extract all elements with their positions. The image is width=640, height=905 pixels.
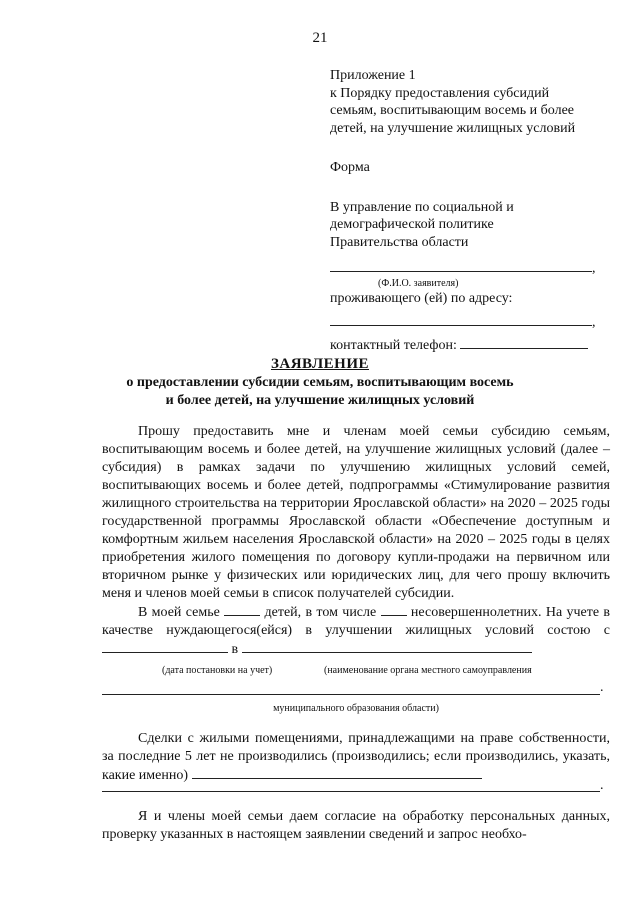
form-header: Приложение 1 к Порядку предоставления субсидий семьям, воспитывающим восемь и более детей, на улучшение жилищных условий Форма В управление по социальной и демографической политике Правительства области , (Ф.И.О. заявителя) проживающего (ей) по адресу: , контактный телефон:	[330, 67, 620, 354]
document-title: ЗАЯВЛЕНИЕ	[270, 356, 370, 372]
transactions-continuation-field[interactable]	[102, 775, 600, 792]
with-text: с	[603, 623, 610, 638]
registration-date-field[interactable]	[102, 640, 228, 653]
children-count-field[interactable]	[224, 603, 260, 616]
transactions-text: Сделки с жилыми помещениями, принадлежащими на праве собственности, за последние 5 лет не производились (производились; если производились, указать, какие именно)	[102, 731, 610, 783]
appendix-title: Приложение 1	[330, 68, 416, 83]
address-field[interactable]	[330, 311, 592, 326]
page-number: 21	[312, 30, 328, 46]
document-subtitle-line: о предоставлении субсидии семьям, воспитывающим восемь	[126, 375, 514, 390]
appendix-line: детей, на улучшение жилищных условий	[330, 120, 576, 136]
municipal-caption: муниципального образования области)	[273, 703, 439, 714]
phone-field[interactable]	[460, 336, 588, 349]
phone-label: контактный телефон:	[330, 337, 457, 353]
appendix-line: к Порядку предоставления субсидий	[330, 85, 550, 101]
family-text: несовершеннолетних. На учете в качестве нуждающегося(ейся) в улучшении жилищных условий состою	[102, 605, 611, 638]
authority-caption: (наименование органа местного самоуправления	[324, 665, 532, 676]
authority-name-field[interactable]	[242, 640, 532, 653]
request-text: Прошу предоставить мне и членам моей семьи субсидию семьям, воспитывающим восемь и более детей, на улучшение жилищных условий (далее – субсидия) в рамках задачи по улучшению жилищных условий семей, воспитывающих восемь и более детей, подпрограммы «Стимулирование развития жилищного строительства на территории Ярославской области» на 2020 – 2025 годы государственной программы Ярославской области «Обеспечение доступным и комфортным жильем населения Ярославской области» на 2020 – 2025 годы в целях приобретения жилого помещения по договору купли-продажи на первичном или вторичном рынке у физических или юридических лиц, для чего прошу включить меня и членов моей семьи в список получателей субсидии.	[102, 424, 610, 601]
family-text: В моей семье	[138, 605, 220, 620]
registration-captions	[102, 665, 610, 679]
in-text: в	[231, 642, 239, 657]
request-paragraph	[102, 423, 610, 659]
family-text: детей, в том числе	[264, 605, 377, 620]
authority-continuation-field[interactable]	[102, 678, 600, 695]
addressee-line: Правительства области	[330, 234, 469, 250]
appendix-line: семьям, воспитывающим восемь и более	[330, 103, 575, 118]
applicant-name-caption: (Ф.И.О. заявителя)	[378, 277, 459, 289]
consent-paragraph	[102, 808, 610, 844]
form-label: Форма	[330, 160, 370, 175]
date-caption: (дата постановки на учет)	[162, 665, 273, 676]
addressee-line: В управление по социальной и	[330, 199, 514, 215]
document-subtitle-line: и более детей, на улучшение жилищных условий	[165, 393, 475, 408]
addressee-line: демографической политике	[330, 217, 494, 232]
consent-text: Я и члены моей семьи даем согласие на обработку персональных данных, проверку указанных в настоящем заявлении сведений и запрос необхо-	[102, 809, 610, 842]
address-label: проживающего (ей) по адресу:	[330, 290, 513, 306]
applicant-name-field[interactable]	[330, 257, 592, 272]
minors-count-field[interactable]	[381, 603, 407, 616]
